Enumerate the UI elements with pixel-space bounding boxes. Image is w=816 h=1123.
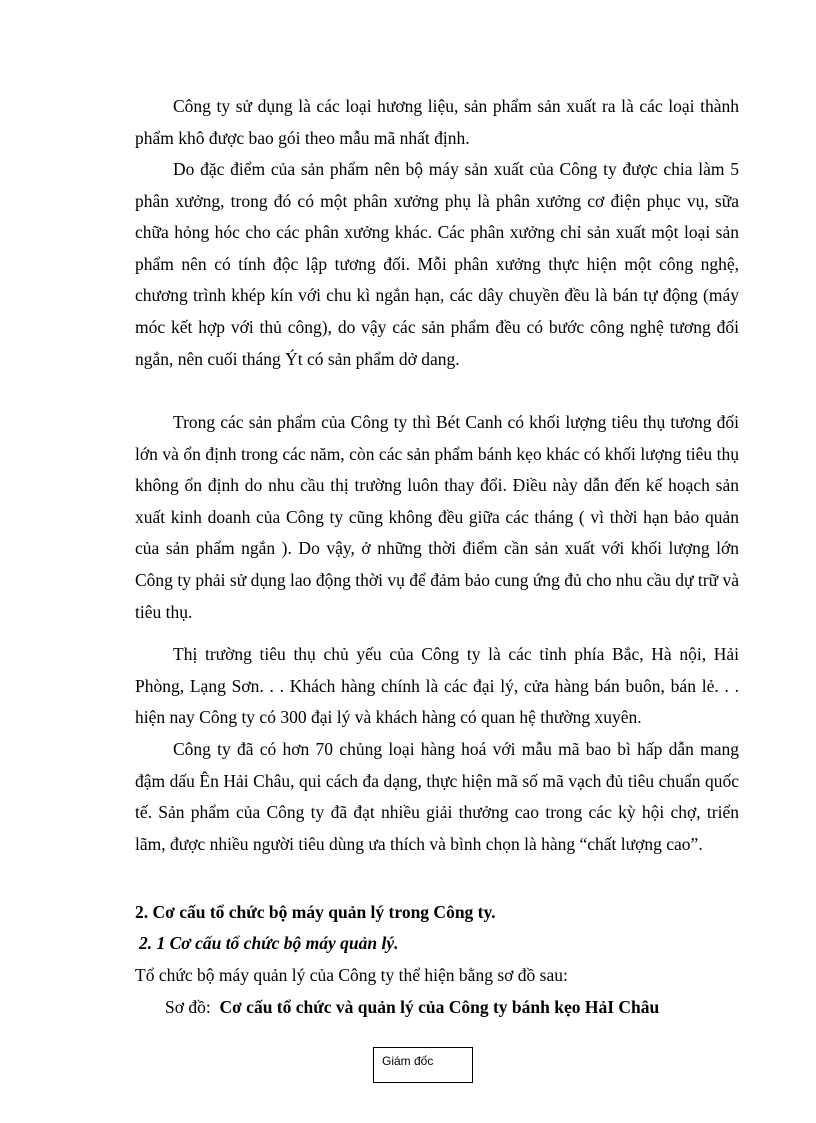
paragraph-production-workshops: Do đặc điểm của sản phẩm nên bộ máy sản xuất của Công ty được chia làm 5 phân xưởng, trong đó có một phân xưởng phụ là phân xưởng cơ điện phục vụ, sữa chữa hỏng hóc cho các phân xưởng khác. Các phân xưởng chỉ sản xuất một loại sản phẩm nên có tính độc lập tương đối. Mỗi phân xưởng thực hiện một công nghệ, chương trình khép kín với chu kì ngắn hạn, các dây chuyền đều là bán tự động (máy móc kết hợp với thủ công), do vậy các sản phẩm đều có bước công nghệ tương đối ngắn, nên cuối tháng Ýt có sản phẩm dở dang. [135,159,739,369]
diagram-caption [165,992,765,1024]
org-chart-director-box: Giám đốc [373,1047,473,1083]
paragraph-market: Thị trường tiêu thụ chủ yếu của Công ty là các tỉnh phía Bắc, Hà nội, Hải Phòng, Lạng Sơn. . . Khách hàng chính là các đại lý, cửa hàng bán buôn, bán lẻ. . . hiện nay Công ty có 300 đại lý và khách hàng có quan hệ thường xuyên. [135,644,739,728]
paragraph-product-range: Công ty đã có hơn 70 chủng loại hàng hoá với mẫu mã bao bì hấp dẫn mang đậm dấu Ên Hải Châu, qui cách đa dạng, thực hiện mã số mã vạch đủ tiêu chuẩn quốc tế. Sản phẩm của Công ty đã đạt nhiều giải thưởng cao trong các kỳ hội chợ, triển lãm, được nhiều người tiêu dùng ưa thích và bình chọn là hàng “chất lượng cao”. [135,739,739,854]
paragraph-materials: Công ty sử dụng là các loại hương liệu, sản phẩm sản xuất ra là các loại thành phẩm khô được bao gói theo mẫu mã nhất định. [135,96,739,148]
paragraph-product-consumption: Trong các sản phẩm của Công ty thì Bét Canh có khối lượng tiêu thụ tương đối lớn và ổn định trong các năm, còn các sản phẩm bánh kẹo khác có khối lượng tiêu thụ không ổn định do nhu cầu thị trường luôn thay đổi. Điều này dẫn đến kế hoạch sản xuất kinh doanh của Công ty cũng không đều giữa các tháng ( vì thời hạn bảo quản của sản phẩm ngắn ). Do vậy, ở những thời điểm cần sản xuất với khối lượng lớn Công ty phải sử dụng lao động thời vụ để đảm bảo cung ứng đủ cho nhu cầu dự trữ và tiêu thụ. [135,412,739,622]
diagram-caption-prefix: Sơ đồ: [165,997,211,1017]
intro-line: Tổ chức bộ máy quản lý của Công ty thể hiện bằng sơ đồ sau: [135,965,568,985]
section-heading: 2. Cơ cấu tổ chức bộ máy quản lý trong Công ty. [135,902,496,922]
diagram-caption-title: Cơ cấu tổ chức và quản lý của Công ty bánh kẹo HảI Châu [219,997,660,1017]
subsection-heading: 2. 1 Cơ cấu tổ chức bộ máy quản lý. [139,933,399,953]
